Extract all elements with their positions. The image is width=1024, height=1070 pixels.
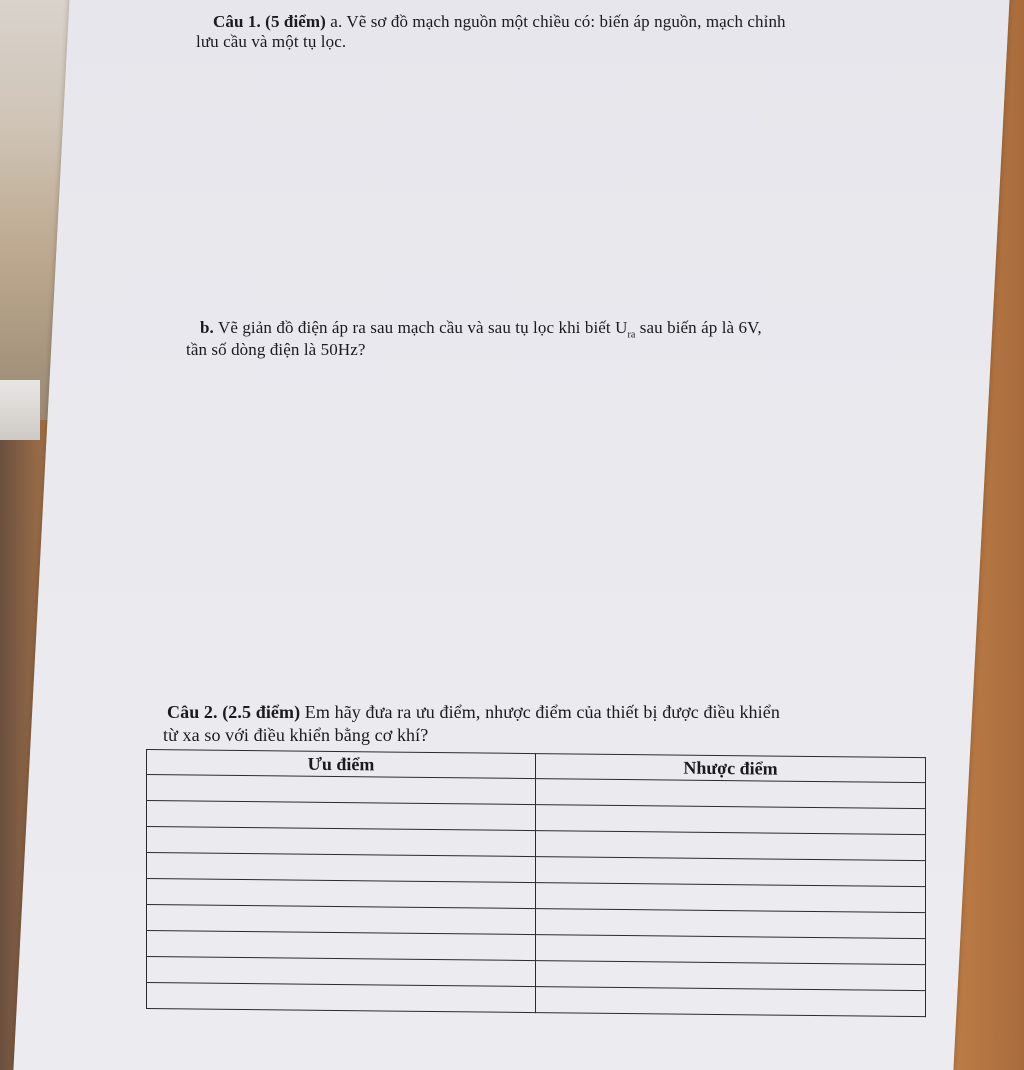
advantage-cell[interactable]	[147, 957, 536, 987]
header-advantages: Ưu điểm	[147, 750, 536, 779]
advantage-cell[interactable]	[147, 801, 536, 831]
disadvantage-cell[interactable]	[536, 961, 926, 991]
disadvantage-cell[interactable]	[536, 857, 926, 887]
question-2-label: Câu 2. (2.5 điểm)	[167, 702, 301, 722]
advantage-cell[interactable]	[147, 879, 536, 909]
disadvantage-cell[interactable]	[536, 779, 926, 809]
question-1-part-a-continued: lưu cầu và một tụ lọc.	[196, 32, 347, 51]
advantage-cell[interactable]	[147, 931, 536, 961]
question-1a-text: a. Vẽ sơ đồ mạch nguồn một chiều có: biến áp nguồn, mạch chỉnh	[325, 12, 786, 31]
disadvantage-cell[interactable]	[536, 909, 926, 939]
question-2-text: Em hãy đưa ra ưu điểm, nhược điểm của thiết bị được điều khiển	[300, 702, 780, 722]
answer-table	[146, 749, 926, 1017]
advantage-cell[interactable]	[147, 775, 536, 805]
advantage-cell[interactable]	[147, 983, 536, 1013]
question-1b-subscript: ra	[627, 329, 636, 341]
question-1-label: Câu 1. (5 điểm)	[213, 12, 326, 31]
question-1b-label: b.	[200, 318, 214, 337]
question-1-part-a	[213, 12, 786, 32]
question-1b-text-pre: Vẽ giản đồ điện áp ra sau mạch cầu và sau tụ lọc khi biết U	[213, 318, 628, 337]
disadvantage-cell[interactable]	[536, 987, 926, 1017]
answer-table-body	[147, 775, 926, 1017]
disadvantage-cell[interactable]	[536, 805, 926, 835]
question-2-continued: từ xa so với điều khiển bằng cơ khí?	[163, 725, 429, 745]
advantage-cell[interactable]	[147, 827, 536, 857]
disadvantage-cell[interactable]	[536, 935, 926, 965]
question-2	[167, 702, 780, 723]
question-1-part-b	[200, 318, 762, 340]
question-1b-text-post: sau biến áp là 6V,	[635, 318, 762, 337]
disadvantage-cell[interactable]	[536, 831, 926, 861]
question-1-part-b-continued: tần số dòng điện là 50Hz?	[186, 340, 366, 359]
advantage-cell[interactable]	[147, 905, 536, 935]
disadvantage-cell[interactable]	[536, 883, 926, 913]
advantage-cell[interactable]	[147, 853, 536, 883]
header-disadvantages: Nhược điểm	[536, 754, 926, 783]
